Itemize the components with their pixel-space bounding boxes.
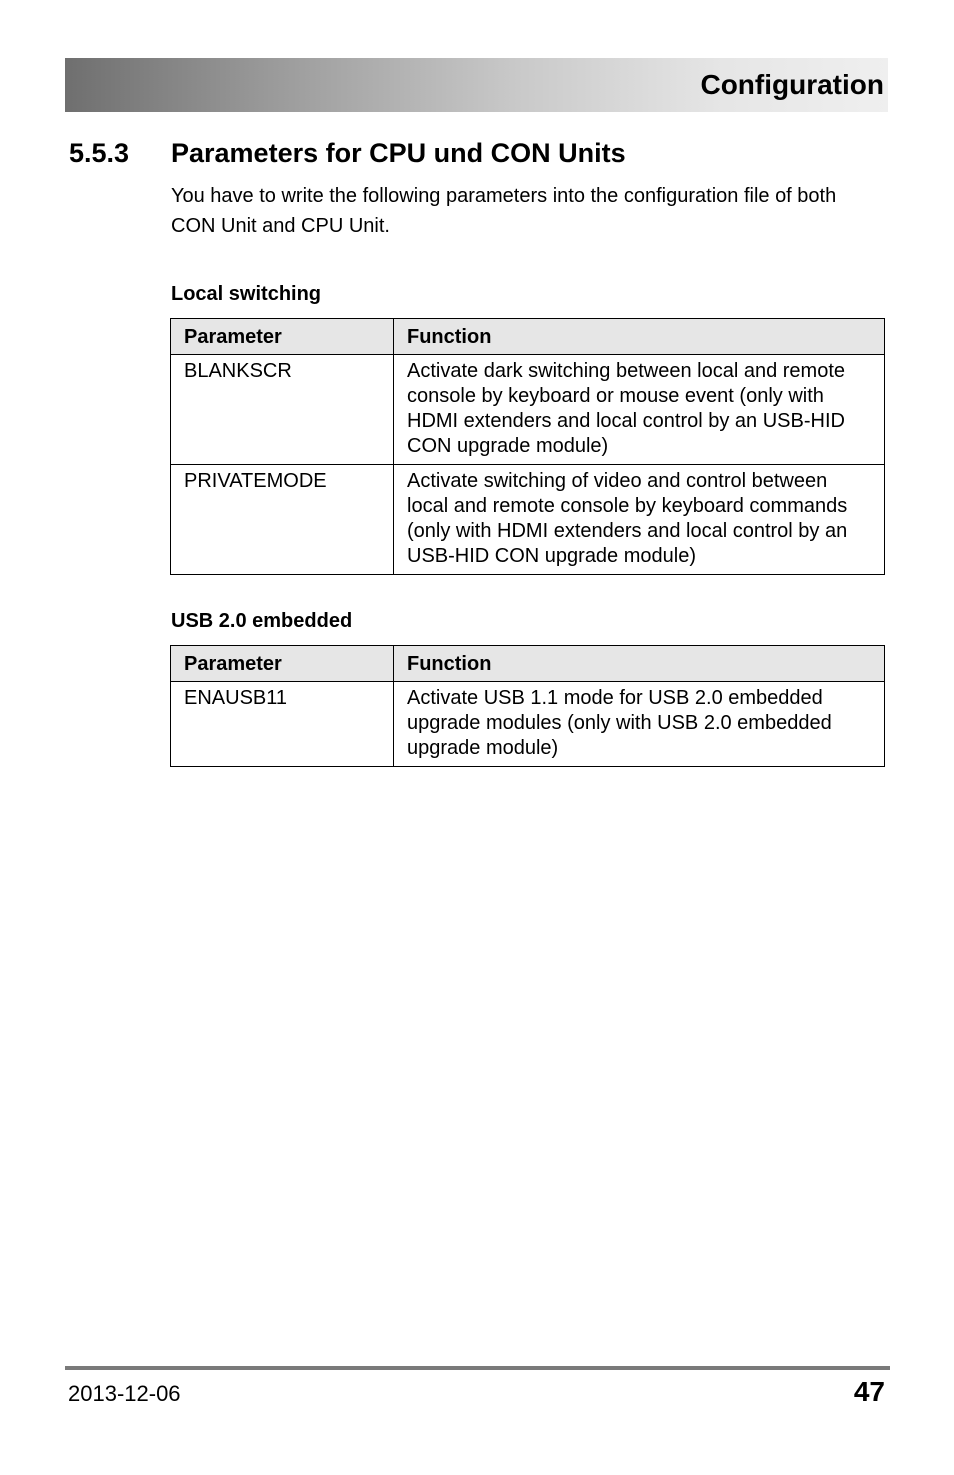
parameter-cell: BLANKSCR (171, 355, 394, 465)
intro-paragraph: You have to write the following parameters into the configuration file of both CON Unit and CPU Unit. (171, 185, 837, 237)
table-header-row (171, 319, 885, 355)
table-heading-local-switching: Local switching (171, 283, 322, 305)
column-header-parameter: Parameter (171, 319, 394, 355)
footer-date: 2013-12-06 (68, 1381, 181, 1406)
parameter-cell: ENAUSB11 (171, 682, 394, 767)
page-number: 47 (853, 1376, 885, 1407)
local-switching-table (170, 318, 885, 575)
usb-embedded-table (170, 645, 885, 767)
section-number: 5.5.3 (69, 138, 130, 168)
table-row (171, 355, 885, 465)
function-cell: Activate switching of video and control between local and remote console by keyboard commands (only with HDMI extenders and local control by an USB-HID CON upgrade module) (394, 465, 885, 575)
footer-divider (65, 1366, 890, 1370)
parameter-cell: PRIVATEMODE (171, 465, 394, 575)
table-heading-usb-embedded: USB 2.0 embedded (171, 610, 353, 632)
column-header-parameter: Parameter (171, 646, 394, 682)
function-cell: Activate dark switching between local and remote console by keyboard or mouse event (only with HDMI extenders and local control by an USB-HID CON upgrade module) (394, 355, 885, 465)
column-header-function: Function (394, 646, 885, 682)
header-bar (65, 58, 888, 112)
section-heading (69, 136, 626, 170)
section-title: Parameters for CPU und CON Units (171, 138, 626, 168)
function-cell: Activate USB 1.1 mode for USB 2.0 embedded upgrade modules (only with USB 2.0 embedded upgrade module) (394, 682, 885, 767)
table-row (171, 465, 885, 575)
chapter-title: Configuration (700, 69, 884, 100)
column-header-function: Function (394, 319, 885, 355)
table-header-row (171, 646, 885, 682)
table-row (171, 682, 885, 767)
